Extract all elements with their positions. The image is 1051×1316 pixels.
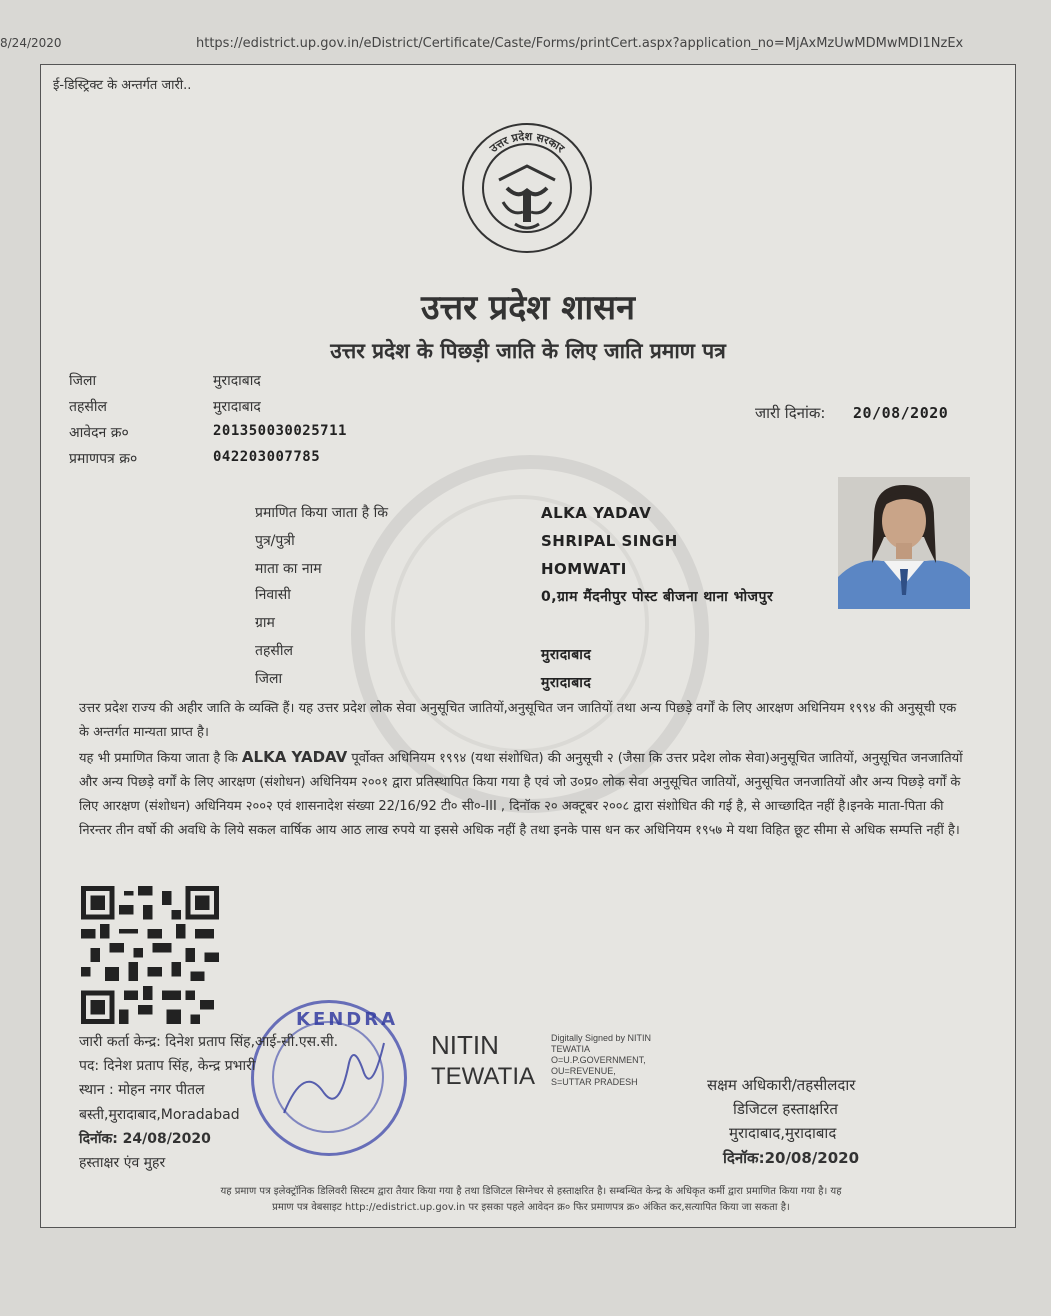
field-label-village: ग्राम — [255, 615, 275, 631]
issuer-address: बस्ती,मुरादाबाद,Moradabad — [79, 1107, 240, 1123]
issuer-designation: पद: दिनेश प्रताप सिंह, केन्द्र प्रभारी — [79, 1058, 256, 1074]
tehsil-value: मुरादाबाद — [213, 399, 261, 415]
issuer-place: स्थान : मोहन नगर पीतल — [79, 1082, 205, 1098]
field-value-father: SHRIPAL SINGH — [541, 532, 678, 550]
up-government-emblem-icon — [459, 120, 595, 256]
emblem-text: उत्तर प्रदेश सरकार — [487, 129, 567, 156]
print-date: 8/24/2020 — [0, 36, 62, 50]
application-label: आवेदन क्र० — [69, 425, 129, 441]
issuer-date: दिनॉक: 24/08/2020 — [79, 1131, 211, 1147]
stamp-text: KENDRA — [296, 1009, 399, 1030]
footer-line-1: यह प्रमाण पत्र इलेक्ट्रॉनिक डिलिवरी सिस्टम द्वारा तैयार किया गया है तथा डिजिटल सिग्नेचर से हस्ताक्षरित है। सम्बन्धित केन्द्र के अधिकृत कर्मी द्वारा प्रमाणित किया गया है। यह — [220, 1186, 842, 1197]
authority-place: मुरादाबाद,मुरादाबाद — [729, 1124, 837, 1142]
field-value-tehsil: मुरादाबाद — [541, 647, 592, 663]
issuer-sign-label: हस्ताक्षर एंव मुहर — [79, 1155, 166, 1171]
field-label-resident: निवासी — [255, 587, 291, 603]
certificate-label: प्रमाणपत्र क्र० — [69, 451, 138, 467]
authority-signed: डिजिटल हस्ताक्षरित — [733, 1100, 838, 1118]
district-value: मुरादाबाद — [213, 373, 261, 389]
signature-scribble — [254, 1003, 404, 1153]
income-paragraph-prefix: यह भी प्रमाणित किया जाता है कि — [79, 751, 238, 766]
issue-date-value: 20/08/2020 — [853, 404, 949, 422]
svg-text:उत्तर प्रदेश सरकार — [486, 129, 567, 156]
page-title: उत्तर प्रदेश शासन — [420, 288, 635, 328]
income-paragraph-rest: पूर्वोक्त अधिनियम १९९४ (यथा संशोधित) की अनुसूची २ (जैसा कि उत्तर प्रदेश लोक सेवा)अनुसूचित जातियों, अनुसूचित जनजातियों और अन्य पिछड़े वर्गों के लिए आरक्षण (संशोधन) अधिनियम २००१ द्वारा प्रतिस्थापित किया गया है एवं जो उ०प्र० लोक सेवा अनुसूचित जातियों, अनुसूचित जनजातियों और अन्य पिछड़े वर्गों के लिए आरक्षण (संशोधन) अधिनियम २००२ एवं शासनादेश संख्या 22/16/92 टी० सी०-III , दिनॉक २० अक्टूबर २००८ द्वारा संशोधित की गई है, से आच्छादित नहीं है।इनके माता-पिता की निरन्तर तीन वर्षो की अवधि के लिये सकल वार्षिक आय आठ लाख रुपये या इससे अधिक नहीं है तथा इनके पास धन कर अधिनियम १९५७ मे यथा विहित छूट सीमा से अधिक सम्पत्ति नहीं है। — [79, 751, 963, 838]
digital-signature-name-2: TEWATIA — [431, 1063, 535, 1090]
income-paragraph — [79, 745, 969, 843]
field-value-address: 0,ग्राम मैंदनीपुर पोस्ट बीजना थाना भोजपुर — [541, 589, 774, 605]
district-label: जिला — [69, 373, 97, 389]
field-label-district: जिला — [255, 671, 283, 687]
certificate-number: 042203007785 — [213, 449, 321, 465]
application-number: 201350030025711 — [213, 423, 347, 439]
income-paragraph-name: ALKA YADAV — [241, 748, 348, 766]
tehsil-label: तहसील — [69, 399, 107, 415]
field-value-name: ALKA YADAV — [541, 504, 652, 522]
caste-paragraph: उत्तर प्रदेश राज्य की अहीर जाति के व्यक्ति हैं। यह उत्तर प्रदेश लोक सेवा अनुसूचित जातियों,अनुसूचित जन जातियों तथा अन्य पिछड़े वर्गों के लिए आरक्षण अधिनियम १९९४ की अनुसूची एक के अन्तर्गत मान्यता प्राप्त है। — [79, 701, 957, 740]
top-note: ई-डिस्ट्रिक्ट के अन्तर्गत जारी.. — [53, 78, 192, 93]
footer-line-2: प्रमाण पत्र वेबसाइट http://edistrict.up.gov.in पर इसका पहले आवेदन क्र० फिर प्रमाणपत्र क्र० अंकित कर,सत्यापित किया जा सकता है। — [272, 1202, 790, 1213]
official-stamp — [251, 1000, 407, 1156]
authority-date: दिनॉक:20/08/2020 — [723, 1149, 860, 1167]
print-url: https://edistrict.up.gov.in/eDistrict/Certificate/Caste/Forms/printCert.aspx?application_no=MjAxMzUwMDMwMDI1NzEx — [196, 36, 964, 51]
qr-code — [81, 885, 219, 1025]
field-value-district: मुरादाबाद — [541, 675, 592, 691]
applicant-photo — [838, 477, 970, 609]
certificate-document — [40, 64, 1016, 1228]
field-label-tehsil: तहसील — [255, 643, 293, 659]
issuer-center: जारी कर्ता केन्द्र: दिनेश प्रताप सिंह,आई-सी.एस.सी. — [79, 1034, 339, 1050]
field-label-mother: माता का नाम — [255, 561, 322, 577]
digital-signature-details: Digitally Signed by NITIN TEWATIA O=U.P.GOVERNMENT, OU=REVENUE, S=UTTAR PRADESH — [551, 1033, 652, 1087]
digital-signature-name-1: NITIN — [431, 1030, 499, 1060]
field-label-certified: प्रमाणित किया जाता है कि — [255, 505, 389, 521]
field-label-child-of: पुत्र/पुत्री — [255, 533, 295, 549]
authority-title: सक्षम अधिकारी/तहसीलदार — [707, 1076, 856, 1094]
issue-date-label: जारी दिनांक: — [755, 404, 826, 422]
certificate-subtitle: उत्तर प्रदेश के पिछड़ी जाति के लिए जाति प्रमाण पत्र — [330, 339, 726, 363]
field-value-mother: HOMWATI — [541, 560, 627, 578]
